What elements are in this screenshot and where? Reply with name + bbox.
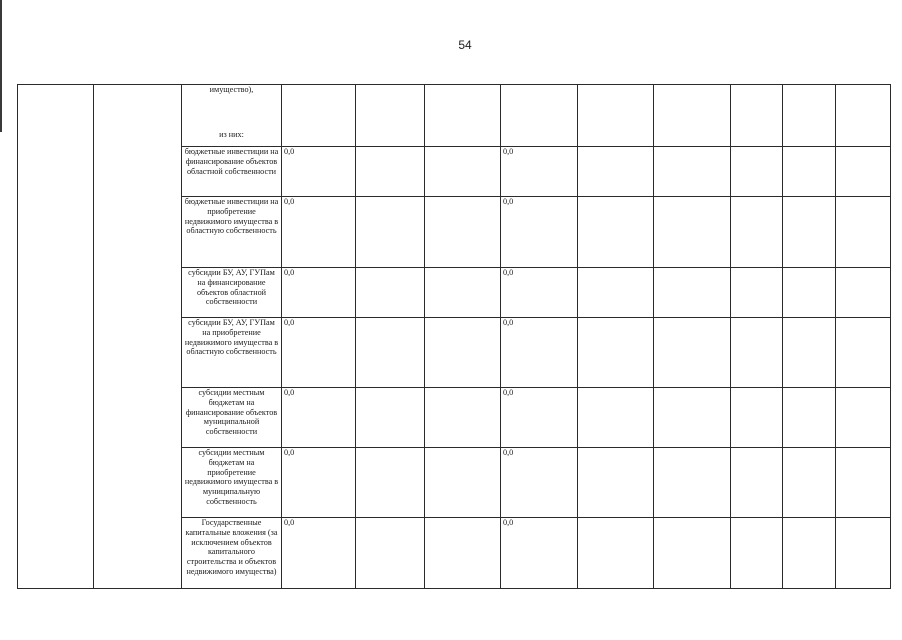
value-cell: 0,0 xyxy=(282,147,356,197)
table-cell xyxy=(578,518,654,589)
table-cell xyxy=(578,197,654,268)
budget-table xyxy=(17,84,891,589)
table-cell xyxy=(654,268,731,318)
table-cell xyxy=(836,85,891,147)
table-cell xyxy=(836,318,891,388)
table-cell xyxy=(783,147,836,197)
table-cell xyxy=(578,147,654,197)
table-cell xyxy=(783,85,836,147)
table-cell xyxy=(282,85,356,147)
value-cell: 0,0 xyxy=(501,388,578,448)
row-label: субсидии местным бюджетам на финансирование объектов муниципальной собственности xyxy=(182,388,282,448)
table-row xyxy=(18,85,891,147)
scan-left-edge xyxy=(0,0,2,132)
table-cell xyxy=(425,318,501,388)
value-cell: 0,0 xyxy=(282,318,356,388)
value-cell: 0,0 xyxy=(501,197,578,268)
merged-cell-col1 xyxy=(18,85,94,589)
table-cell xyxy=(783,318,836,388)
table-cell xyxy=(356,388,425,448)
table-cell xyxy=(425,448,501,518)
table-cell xyxy=(356,518,425,589)
table-cell xyxy=(425,147,501,197)
table-cell xyxy=(836,268,891,318)
value-cell: 0,0 xyxy=(501,147,578,197)
table-cell xyxy=(654,85,731,147)
table-cell xyxy=(578,318,654,388)
value-cell: 0,0 xyxy=(501,318,578,388)
table-cell xyxy=(654,448,731,518)
table-cell xyxy=(578,268,654,318)
table-cell xyxy=(425,388,501,448)
table-cell xyxy=(654,147,731,197)
row-label-top: имущество), xyxy=(209,85,254,94)
row-label: субсидии БУ, АУ, ГУПам на приобретение недвижимого имущества в областную собственность xyxy=(182,318,282,388)
table-cell xyxy=(783,388,836,448)
table-cell xyxy=(783,518,836,589)
row-label xyxy=(182,85,282,147)
table-cell xyxy=(731,197,783,268)
table-cell xyxy=(578,388,654,448)
table-cell xyxy=(654,518,731,589)
table-cell xyxy=(654,318,731,388)
table-cell xyxy=(731,268,783,318)
merged-cell-col2 xyxy=(94,85,182,589)
row-label: субсидии местным бюджетам на приобретение недвижимого имущества в муниципальную собственность xyxy=(182,448,282,518)
row-label: бюджетные инвестиции на финансирование объектов областной собственности xyxy=(182,147,282,197)
table-cell xyxy=(578,448,654,518)
row-label: Государственные капитальные вложения (за исключением объектов капитального строительства и объектов недвижимого имущества) xyxy=(182,518,282,589)
table-cell xyxy=(783,197,836,268)
table-cell xyxy=(836,518,891,589)
table-cell xyxy=(836,147,891,197)
table-cell xyxy=(836,388,891,448)
table-cell xyxy=(836,197,891,268)
table-cell xyxy=(783,448,836,518)
table-cell xyxy=(783,268,836,318)
table-cell xyxy=(731,85,783,147)
value-cell: 0,0 xyxy=(501,448,578,518)
table-cell xyxy=(356,85,425,147)
value-cell: 0,0 xyxy=(282,268,356,318)
table-cell xyxy=(731,318,783,388)
row-label: субсидии БУ, АУ, ГУПам на финансирование объектов областной собственности xyxy=(182,268,282,318)
value-cell: 0,0 xyxy=(501,518,578,589)
table-cell xyxy=(356,147,425,197)
value-cell: 0,0 xyxy=(282,388,356,448)
page-number: 54 xyxy=(458,38,472,52)
table-cell xyxy=(654,197,731,268)
value-cell: 0,0 xyxy=(282,518,356,589)
table-cell xyxy=(731,388,783,448)
value-cell: 0,0 xyxy=(282,197,356,268)
table-cell xyxy=(356,448,425,518)
table-cell xyxy=(425,197,501,268)
row-label-bottom: из них: xyxy=(219,130,244,140)
table-cell xyxy=(425,268,501,318)
table-cell xyxy=(731,448,783,518)
table-cell xyxy=(356,318,425,388)
table-cell xyxy=(731,518,783,589)
table-cell xyxy=(356,197,425,268)
table-cell xyxy=(654,388,731,448)
table-cell xyxy=(356,268,425,318)
table-cell xyxy=(578,85,654,147)
table-cell xyxy=(425,85,501,147)
table-cell xyxy=(731,147,783,197)
row-label: бюджетные инвестиции на приобретение недвижимого имущества в областную собственность xyxy=(182,197,282,268)
table-cell xyxy=(425,518,501,589)
value-cell: 0,0 xyxy=(282,448,356,518)
table-cell xyxy=(836,448,891,518)
value-cell: 0,0 xyxy=(501,268,578,318)
table-cell xyxy=(501,85,578,147)
